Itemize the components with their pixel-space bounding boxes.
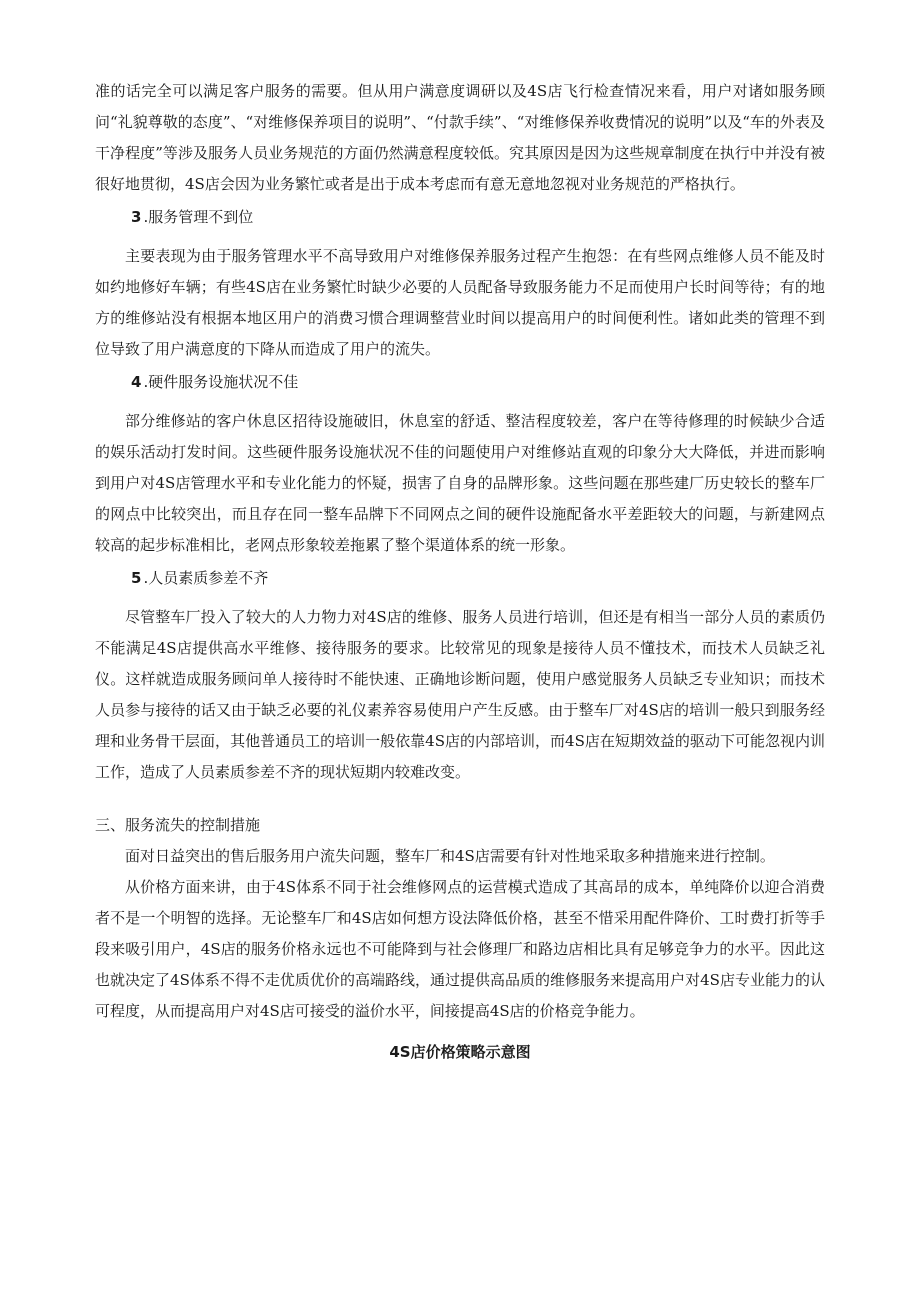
item-3-body: 主要表现为由于服务管理水平不高导致用户对维修保养服务过程产生抱怨：在有些网点维修人员不能及时如约地修好车辆；有些4S店在业务繁忙时缺少必要的人员配备导致服务能力不足而使用户长时间等待；有的地方的维修站没有根据本地区用户的消费习惯合理调整营业时间以提高用户的时间便利性。诸如此类的管理不到位导致了用户满意度的下降从而造成了用户的流失。 <box>95 247 825 358</box>
item-3-title: .服务管理不到位 <box>143 208 254 226</box>
item-5-body: 尽管整车厂投入了较大的人力物力对4S店的维修、服务人员进行培训，但还是有相当一部分人员的素质仍不能满足4S店提供高水平维修、接待服务的要求。比较常见的现象是接待人员不懂技术，而技术人员缺乏礼仪。这样就造成服务顾问单人接待时不能快速、正确地诊断问题，使用户感觉服务人员缺乏专业知识；而技术人员参与接待的话又由于缺乏必要的礼仪素养容易使用户产生反感。由于整车厂对4S店的培训一般只到服务经理和业务骨干层面，其他普通员工的培训一般依靠4S店的内部培训，而4S店在短期效益的驱动下可能忽视内训工作，造成了人员素质参差不齐的现状短期内较难改变。 <box>95 608 825 781</box>
figure-caption: 4S店价格策略示意图 <box>389 1043 531 1061</box>
item-5-number: 5 <box>131 569 142 587</box>
item-5-title: .人员素质参差不齐 <box>143 569 269 587</box>
item-3-number: 3 <box>131 208 142 226</box>
document-body <box>95 76 825 1068</box>
intro-paragraph: 准的话完全可以满足客户服务的需要。但从用户满意度调研以及4S店飞行检查情况来看，用户对诸如服务顾问“礼貌尊敬的态度”、“对维修保养项目的说明”、“付款手续”、“对维修保养收费情况的说明”以及“车的外表及干净程度”等涉及服务人员业务规范的方面仍然满意程度较低。究其原因是因为这些规章制度在执行中并没有被很好地贯彻，4S店会因为业务繁忙或者是出于成本考虑而有意无意地忽视对业务规范的严格执行。 <box>95 82 825 193</box>
section-title: 三、服务流失的控制措施 <box>95 816 261 834</box>
section-paragraph-1: 面对日益突出的售后服务用户流失问题，整车厂和4S店需要有针对性地采取多种措施来进行控制。 <box>125 847 775 865</box>
item-4-number: 4 <box>131 373 142 391</box>
item-3-heading <box>95 202 825 233</box>
item-5-heading <box>95 563 825 594</box>
item-4-body: 部分维修站的客户休息区招待设施破旧，休息室的舒适、整洁程度较差，客户在等待修理的时候缺少合适的娱乐活动打发时间。这些硬件服务设施状况不佳的问题使用户对维修站直观的印象分大大降低，并进而影响到用户对4S店管理水平和专业化能力的怀疑，损害了自身的品牌形象。这些问题在那些建厂历史较长的整车厂的网点中比较突出，而且存在同一整车品牌下不同网点之间的硬件设施配备水平差距较大的问题，与新建网点较高的起步标准相比，老网点形象较差拖累了整个渠道体系的统一形象。 <box>95 412 825 554</box>
section-paragraph-2: 从价格方面来讲，由于4S体系不同于社会维修网点的运营模式造成了其高昂的成本，单纯降价以迎合消费者不是一个明智的选择。无论整车厂和4S店如何想方设法降低价格，甚至不惜采用配件降价、工时费打折等手段来吸引用户，4S店的服务价格永远也不可能降到与社会修理厂和路边店相比具有足够竞争力的水平。因此这也就决定了4S体系不得不走优质优价的高端路线，通过提供高品质的维修服务来提高用户对4S店专业能力的认可程度，从而提高用户对4S店可接受的溢价水平，间接提高4S店的价格竞争能力。 <box>95 878 825 1020</box>
item-4-title: .硬件服务设施状况不佳 <box>143 373 299 391</box>
item-4-heading <box>95 367 825 398</box>
